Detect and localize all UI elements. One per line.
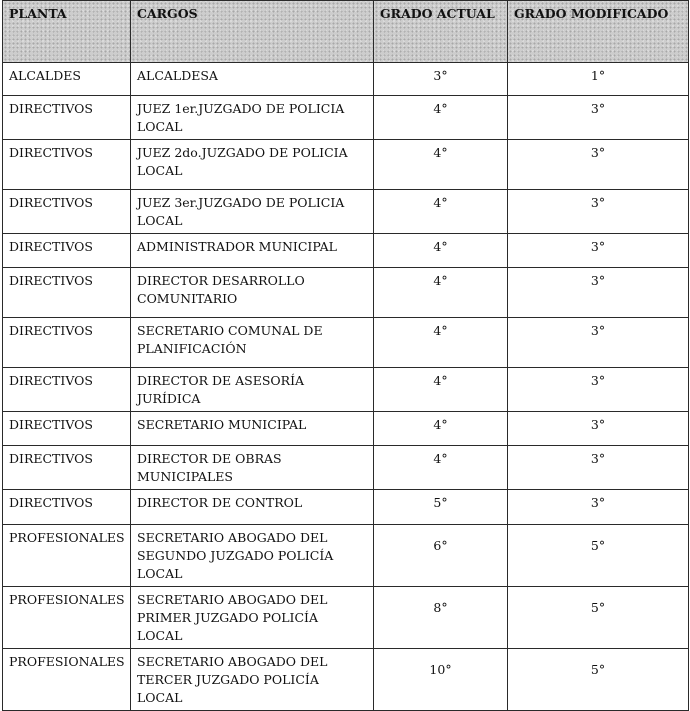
cell-grado-modificado: 5° bbox=[508, 649, 689, 711]
cell-grado-actual: 4° bbox=[374, 268, 508, 318]
cell-cargo: SECRETARIO ABOGADO DEL TERCER JUZGADO POLICÍA LOCAL bbox=[131, 649, 374, 711]
cell-grado-modificado: 3° bbox=[508, 490, 689, 525]
cell-planta: DIRECTIVOS bbox=[3, 96, 131, 140]
cell-cargo: SECRETARIO MUNICIPAL bbox=[131, 412, 374, 446]
cell-grado-actual: 5° bbox=[374, 490, 508, 525]
table-row bbox=[3, 96, 689, 140]
cell-grado-actual: 6° bbox=[374, 525, 508, 587]
table-row bbox=[3, 446, 689, 490]
table-row bbox=[3, 649, 689, 711]
grades-table bbox=[2, 0, 689, 711]
cell-planta: DIRECTIVOS bbox=[3, 234, 131, 268]
cell-cargo: ALCALDESA bbox=[131, 63, 374, 96]
header-grado-modificado: GRADO MODIFICADO bbox=[508, 1, 689, 63]
cell-grado-modificado: 5° bbox=[508, 525, 689, 587]
cell-cargo: JUEZ 2do.JUZGADO DE POLICIA LOCAL bbox=[131, 140, 374, 190]
cell-planta: DIRECTIVOS bbox=[3, 490, 131, 525]
cell-planta: DIRECTIVOS bbox=[3, 190, 131, 234]
header-row bbox=[3, 1, 689, 63]
table-row bbox=[3, 525, 689, 587]
cell-planta: DIRECTIVOS bbox=[3, 268, 131, 318]
cell-planta: ALCALDES bbox=[3, 63, 131, 96]
cell-planta: PROFESIONALES bbox=[3, 587, 131, 649]
table-row bbox=[3, 190, 689, 234]
cell-grado-actual: 4° bbox=[374, 368, 508, 412]
cell-grado-modificado: 3° bbox=[508, 446, 689, 490]
table-row bbox=[3, 140, 689, 190]
cell-planta: DIRECTIVOS bbox=[3, 368, 131, 412]
cell-grado-modificado: 3° bbox=[508, 96, 689, 140]
cell-grado-modificado: 3° bbox=[508, 268, 689, 318]
cell-grado-actual: 4° bbox=[374, 446, 508, 490]
cell-planta: PROFESIONALES bbox=[3, 525, 131, 587]
cell-grado-actual: 4° bbox=[374, 190, 508, 234]
cell-planta: DIRECTIVOS bbox=[3, 412, 131, 446]
cell-grado-modificado: 3° bbox=[508, 190, 689, 234]
table-row bbox=[3, 412, 689, 446]
table-row bbox=[3, 63, 689, 96]
cell-grado-modificado: 3° bbox=[508, 140, 689, 190]
cell-cargo: SECRETARIO ABOGADO DEL SEGUNDO JUZGADO POLICÍA LOCAL bbox=[131, 525, 374, 587]
cell-grado-modificado: 3° bbox=[508, 368, 689, 412]
cell-cargo: DIRECTOR DE CONTROL bbox=[131, 490, 374, 525]
cell-cargo: ADMINISTRADOR MUNICIPAL bbox=[131, 234, 374, 268]
cell-grado-actual: 4° bbox=[374, 96, 508, 140]
cell-grado-actual: 10° bbox=[374, 649, 508, 711]
table-row bbox=[3, 268, 689, 318]
table-row bbox=[3, 368, 689, 412]
cell-grado-actual: 8° bbox=[374, 587, 508, 649]
cell-cargo: SECRETARIO COMUNAL DE PLANIFICACIÓN bbox=[131, 318, 374, 368]
cell-grado-modificado: 3° bbox=[508, 234, 689, 268]
cell-cargo: JUEZ 1er.JUZGADO DE POLICIA LOCAL bbox=[131, 96, 374, 140]
cell-grado-actual: 3° bbox=[374, 63, 508, 96]
header-grado-actual: GRADO ACTUAL bbox=[374, 1, 508, 63]
table-row bbox=[3, 587, 689, 649]
cell-cargo: DIRECTOR DE OBRAS MUNICIPALES bbox=[131, 446, 374, 490]
cell-planta: DIRECTIVOS bbox=[3, 446, 131, 490]
cell-grado-actual: 4° bbox=[374, 412, 508, 446]
cell-cargo: DIRECTOR DE ASESORÍA JURÍDICA bbox=[131, 368, 374, 412]
cell-grado-modificado: 3° bbox=[508, 412, 689, 446]
cell-grado-modificado: 5° bbox=[508, 587, 689, 649]
table-row bbox=[3, 318, 689, 368]
header-cargos: CARGOS bbox=[131, 1, 374, 63]
cell-grado-actual: 4° bbox=[374, 140, 508, 190]
cell-grado-modificado: 1° bbox=[508, 63, 689, 96]
header-planta: PLANTA bbox=[3, 1, 131, 63]
cell-grado-actual: 4° bbox=[374, 318, 508, 368]
table-row bbox=[3, 234, 689, 268]
cell-grado-actual: 4° bbox=[374, 234, 508, 268]
cell-grado-modificado: 3° bbox=[508, 318, 689, 368]
cell-cargo: SECRETARIO ABOGADO DEL PRIMER JUZGADO POLICÍA LOCAL bbox=[131, 587, 374, 649]
cell-planta: PROFESIONALES bbox=[3, 649, 131, 711]
cell-planta: DIRECTIVOS bbox=[3, 318, 131, 368]
cell-planta: DIRECTIVOS bbox=[3, 140, 131, 190]
cell-cargo: DIRECTOR DESARROLLO COMUNITARIO bbox=[131, 268, 374, 318]
cell-cargo: JUEZ 3er.JUZGADO DE POLICIA LOCAL bbox=[131, 190, 374, 234]
table-row bbox=[3, 490, 689, 525]
